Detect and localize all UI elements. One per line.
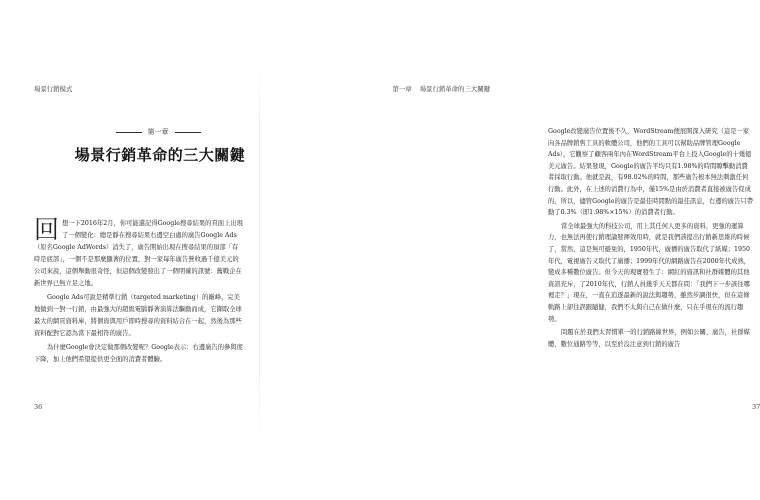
rule-left [116, 132, 142, 133]
right-page [260, 0, 760, 500]
running-head-left: 場景行銷模式 [34, 85, 73, 93]
drop-cap: 回 [34, 215, 60, 244]
paragraph: 為什麼Google會決定做那個改變呢？Google表示：右邊廣告的參與度下降，加上他們希望提供更全面的消費者體驗。 [34, 344, 243, 363]
rule-right [175, 132, 201, 133]
chapter-label [92, 127, 224, 137]
running-head-chapter: 第一章 [392, 85, 412, 93]
page-number-left: 36 [34, 403, 43, 411]
paragraph: 問題在於我們太習慣單一的行銷路線世界，例如公關、廣告，社群媒體、數位通路等等，以至於沒注意到行銷的廣告 [548, 329, 750, 348]
chapter-title: 場景行銷革命的三大關鍵 [74, 146, 246, 164]
chapter-number: 第一章 [147, 128, 169, 136]
left-page [0, 0, 260, 500]
running-head-right [393, 84, 490, 93]
page-number-right: 37 [752, 403, 760, 411]
paragraph [34, 215, 244, 290]
paragraph: Google Ads可說是精準行銷（targeted marketing）的巔峰，完美地做到一對一行銷，由最強大的超級電腦靜著演算法驅動而成，它擷取全球最大的網頁資料庫，將個資與用戶即時搜尋的資料結合在一起，然後為那些資料配對它認為當下最相符的廣告。 [34, 294, 242, 337]
paragraph: 當全球最強大的科技公司，用上其任何人更多的資料，更強的運算力，也無法再使行銷理論發揮效用時，就是我們該提出行銷新思維的時候了，當然，這是無可避免的，1950年代，廣播的廣告取代了紙媒；1950年代，電視廣告又取代了廣播；1999年代的網路廣告在2000年代成熟，變成多種數位廣告。但今天的現實發生了：網紅的資訊和社群媒體的其他資訊充斥，了2010年代，行銷人員幾乎天天都在問：「我們下一步該往哪裡走？」現在，一直在追逐最新的說法與趨勢，雖然步調很快，但在這條軌路上卻往誤跟隨健，我們不太與自己在做什麼，只在乎現在的流行趨勢。 [548, 222, 751, 323]
running-head-title: 場景行銷革命的三大關鍵 [419, 85, 490, 93]
paragraph-text: 想一下2016年2月，你可能還記得Google搜尋結果的頁面上出現了一個變化：總是靜在搜尋結果右邊空白處的廣告Google Ads（原名Google AdWords）消失了，廣告開始出現在搜尋結果的頂部「有時是底部」，一個不是那麼顯著的位置，對一家每年廣告營收過千億美元的公司來說，這個舉動很奇怪，但這個改變發出了一個明確的訊號：舊戰企在新世界已無立足之地。 [34, 220, 243, 287]
paragraph: Google改變廣告位置後不久，WordStream便展開深入研究（這是一家向各品牌銷售工具的軟體公司，他們的工具可以幫助品牌管理Google Ads），它觀察了顧客兩年內在WordStream平台上投入Google的十幾億美元廣告。結果發現，Google的廣告平均只有1.98%的時間瞭擊動消費者採取行動。他就是說，有98.02%的時間，那些廣告根本無法刺激任何行動。此外，在上述的消費行為中，僅15%是由於消費者直接被廣告促成的，所以，儘管Google的廣告是最佳時間點的最佳訊息，右邊的廣告只帶動了0.3%（即1.98%×15%）的消費者行動。 [548, 128, 753, 217]
body-text-left [34, 215, 244, 366]
body-text-right [548, 126, 753, 350]
